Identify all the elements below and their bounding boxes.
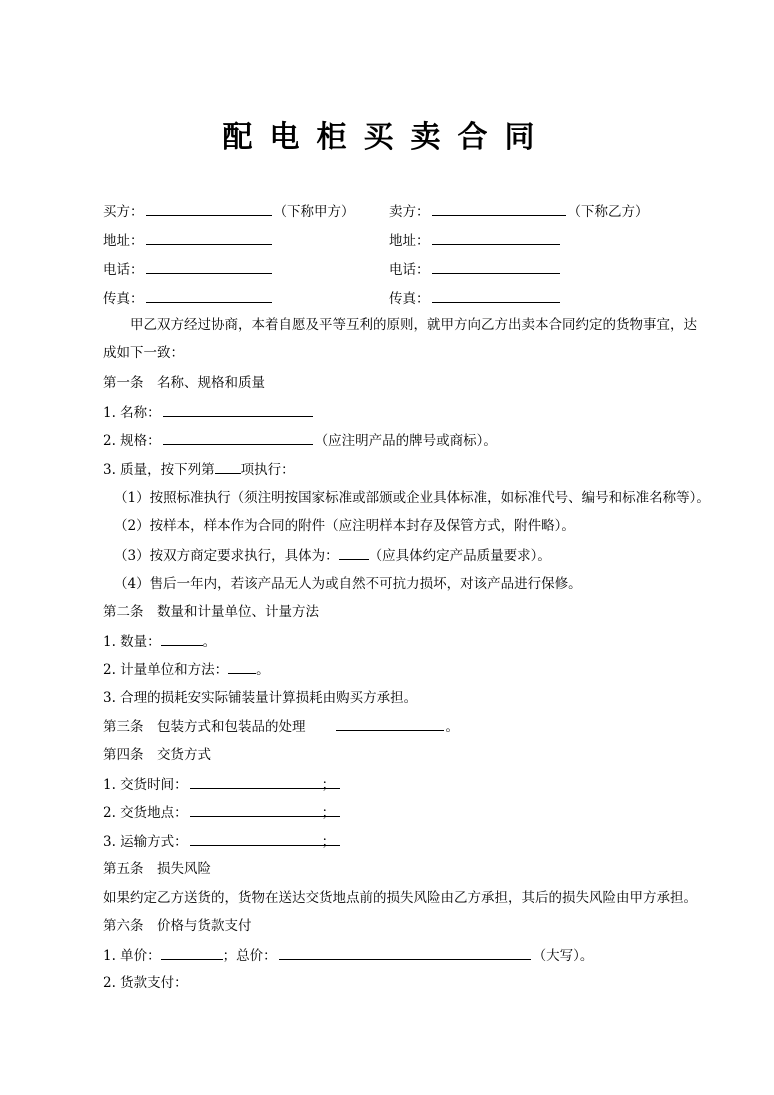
- art4-time-line: [103, 774, 335, 795]
- buyer-phone-blank[interactable]: [146, 259, 272, 274]
- art4-transport-label: 3. 运输方式：: [103, 834, 188, 850]
- art1-quality-a: 3. 质量，按下列第: [103, 462, 215, 478]
- seller-phone-line: [389, 259, 562, 280]
- seller-phone-label: 电话：: [389, 262, 430, 278]
- buyer-address-blank[interactable]: [146, 230, 272, 245]
- art6-unit-price-blank[interactable]: [161, 945, 223, 960]
- seller-address-label: 地址：: [389, 233, 430, 249]
- article-6-heading: 第六条 价格与货款支付: [103, 918, 252, 934]
- art3-blank[interactable]: [336, 716, 444, 731]
- art6-price-b: ；总价：: [222, 948, 277, 964]
- seller-address-blank[interactable]: [432, 230, 560, 245]
- art2-unit-blank[interactable]: [228, 659, 256, 674]
- seller-address-line: [389, 230, 562, 251]
- contract-title: 配电柜买卖合同: [222, 120, 552, 155]
- art4-place-blank[interactable]: [190, 802, 340, 817]
- art4-place-line: [103, 802, 335, 823]
- art4-transport-semi: ；: [321, 834, 336, 850]
- art4-time-semi: ；: [321, 777, 336, 793]
- art2-qty-line: [103, 631, 216, 652]
- art1-option-4: （4）售后一年内，若该产品无人为或自然不可抗力损坏，对该产品进行保修。: [114, 576, 582, 592]
- buyer-phone-label: 电话：: [103, 262, 144, 278]
- buyer-suffix: （下称甲方）: [273, 204, 355, 220]
- article-1-heading: 第一条 名称、规格和质量: [103, 375, 265, 391]
- art1-spec-line: [103, 430, 497, 451]
- art1-option-3-blank[interactable]: [339, 545, 369, 560]
- art1-name-blank[interactable]: [163, 402, 313, 417]
- art1-option-3-a: （3）按双方商定要求执行，具体为：: [114, 548, 339, 564]
- art1-spec-note: （应注明产品的牌号或商标）。: [314, 433, 497, 449]
- seller-label: 卖方：: [389, 204, 430, 220]
- article-3-line: [103, 716, 459, 737]
- seller-fax-blank[interactable]: [432, 288, 560, 303]
- buyer-label: 买方：: [103, 204, 144, 220]
- art1-option-1: （1）按照标准执行（须注明按国家标准或部颁或企业具体标准，如标准代号、编号和标准名称等）。: [114, 490, 710, 506]
- article-5-heading: 第五条 损失风险: [103, 861, 211, 877]
- buyer-address-line: [103, 230, 274, 251]
- art1-quality-b: 项执行：: [240, 462, 295, 478]
- art4-transport-line: [103, 831, 335, 852]
- seller-line: [389, 201, 649, 222]
- buyer-fax-blank[interactable]: [146, 288, 272, 303]
- art1-quality-line: [103, 459, 295, 480]
- art1-option-3: [114, 545, 551, 566]
- art1-option-3-b: （应具体约定产品质量要求）。: [368, 548, 551, 564]
- art1-name-line: [103, 402, 315, 423]
- seller-suffix: （下称乙方）: [567, 204, 649, 220]
- art1-name-label: 1. 名称：: [103, 405, 161, 421]
- seller-blank[interactable]: [432, 201, 566, 216]
- art2-unit-label: 2. 计量单位和方法：: [103, 662, 229, 678]
- art4-transport-blank[interactable]: [190, 831, 340, 846]
- article-4-heading: 第四条 交货方式: [103, 747, 211, 763]
- article-2-heading: 第二条 数量和计量单位、计量方法: [103, 604, 319, 620]
- art4-time-label: 1. 交货时间：: [103, 777, 188, 793]
- art2-unit-line: [103, 659, 270, 680]
- art6-price-line: [103, 945, 593, 966]
- art2-qty-blank[interactable]: [161, 631, 203, 646]
- art6-total-price-blank[interactable]: [279, 945, 531, 960]
- buyer-line: [103, 201, 355, 222]
- intro-paragraph: 甲乙双方经过协商，本着自愿及平等互利的原则，就甲方向乙方出卖本合同约定的货物事宜，达成如下一致：: [103, 317, 697, 361]
- art1-quality-blank[interactable]: [215, 459, 241, 474]
- buyer-blank[interactable]: [146, 201, 272, 216]
- buyer-fax-label: 传真：: [103, 291, 144, 307]
- art2-loss-line: 3. 合理的损耗安实际铺装量计算损耗由购买方承担。: [103, 690, 418, 706]
- seller-fax-label: 传真：: [389, 291, 430, 307]
- art2-qty-label: 1. 数量：: [103, 634, 161, 650]
- seller-phone-blank[interactable]: [432, 259, 560, 274]
- art1-spec-blank[interactable]: [163, 430, 313, 445]
- art6-price-a: 1. 单价：: [103, 948, 161, 964]
- art4-time-blank[interactable]: [190, 774, 340, 789]
- buyer-address-label: 地址：: [103, 233, 144, 249]
- buyer-fax-line: [103, 288, 274, 309]
- art1-option-2: （2）按样本，样本作为合同的附件（应注明样本封存及保管方式，附件略）。: [114, 518, 575, 534]
- art1-spec-label: 2. 规格：: [103, 433, 161, 449]
- art5-text: 如果约定乙方送货的，货物在送达交货地点前的损失风险由乙方承担，其后的损失风险由甲方承担。: [103, 890, 697, 906]
- art2-qty-end: 。: [202, 634, 217, 650]
- seller-fax-line: [389, 288, 562, 309]
- buyer-phone-line: [103, 259, 274, 280]
- art4-place-semi: ；: [321, 805, 336, 821]
- art6-price-c: （大写）。: [532, 948, 594, 964]
- article-3-heading: 第三条 包装方式和包装品的处理: [103, 719, 306, 735]
- art2-unit-end: 。: [256, 662, 270, 678]
- art6-payment-line: 2. 货款支付：: [103, 975, 188, 991]
- art4-place-label: 2. 交货地点：: [103, 805, 188, 821]
- art3-end: 。: [445, 719, 459, 735]
